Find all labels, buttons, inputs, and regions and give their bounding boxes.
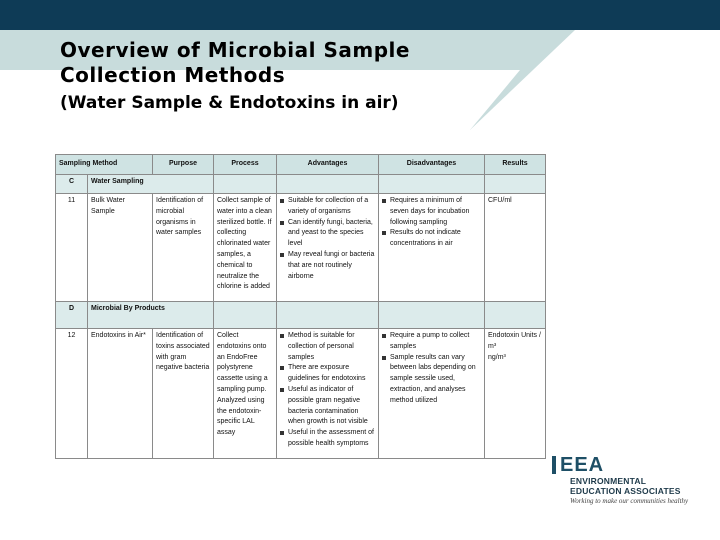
section-label: Microbial By Products xyxy=(88,302,214,329)
table-header-row xyxy=(56,155,546,175)
list-item: Require a pump to collect samples xyxy=(382,331,481,353)
section-row-water-sampling xyxy=(56,175,546,194)
header-advantages: Advantages xyxy=(277,155,379,175)
header-results: Results xyxy=(485,155,546,175)
logo-name-line1: ENVIRONMENTAL xyxy=(570,476,647,486)
row-purpose: Identification of toxins associated with gram negative bacteria xyxy=(153,329,214,459)
row-advantages xyxy=(277,329,379,459)
list-item: Requires a minimum of seven days for incubation following sampling xyxy=(382,196,481,228)
slide-title: Overview of Microbial Sample Collection Methods xyxy=(60,38,410,87)
section-label: Water Sampling xyxy=(88,175,214,194)
logo-name-line2: EDUCATION ASSOCIATES xyxy=(570,486,681,496)
section-row-microbial-by-products xyxy=(56,302,546,329)
logo-mark-text: EEA xyxy=(560,454,605,476)
logo-tagline: Working to make our communities healthy xyxy=(570,497,689,505)
logo-bar xyxy=(552,456,556,474)
table-row xyxy=(56,194,546,302)
eea-logo xyxy=(552,454,702,505)
row-process: Collect sample of water into a clean sterilized bottle. If collecting chlorinated water samples, a chemical to neutralize the chlorine is added xyxy=(214,194,277,302)
header-process: Process xyxy=(214,155,277,175)
results-unit-1: Endotoxin Units / m³ xyxy=(488,332,541,350)
table-row xyxy=(56,329,546,459)
header-disadvantages: Disadvantages xyxy=(379,155,485,175)
row-disadvantages xyxy=(379,194,485,302)
row-id: 12 xyxy=(56,329,88,459)
list-item: Results do not indicate concentrations in air xyxy=(382,228,481,250)
row-advantages xyxy=(277,194,379,302)
header-sampling-method: Sampling Method xyxy=(56,155,153,175)
row-id: 11 xyxy=(56,194,88,302)
row-method: Endotoxins in Air* xyxy=(88,329,153,459)
list-item: Can identify fungi, bacteria, and yeast to the species level xyxy=(280,218,375,250)
results-unit-2: ng/m³ xyxy=(488,353,506,361)
list-item: Useful as indicator of possible gram negative bacteria contamination when growth is not visible xyxy=(280,385,375,428)
sampling-methods-table xyxy=(55,154,546,459)
list-item: May reveal fungi or bacteria that are not routinely airborne xyxy=(280,250,375,282)
row-process: Collect endotoxins onto an EndoFree polystyrene cassette using a sampling pump. Analyzed using the endotoxin-specific LAL assay xyxy=(214,329,277,459)
list-item: Useful in the assessment of possible health symptoms xyxy=(280,428,375,450)
list-item: There are exposure guidelines for endotoxins xyxy=(280,363,375,385)
list-item: Suitable for collection of a variety of organisms xyxy=(280,196,375,218)
section-id: C xyxy=(56,175,88,194)
title-block xyxy=(60,38,410,114)
row-results xyxy=(485,329,546,459)
header-purpose: Purpose xyxy=(153,155,214,175)
row-disadvantages xyxy=(379,329,485,459)
row-results: CFU/ml xyxy=(485,194,546,302)
list-item: Method is suitable for collection of personal samples xyxy=(280,331,375,363)
section-id: D xyxy=(56,302,88,329)
row-purpose: Identification of microbial organisms in water samples xyxy=(153,194,214,302)
slide-subtitle: (Water Sample & Endotoxins in air) xyxy=(60,93,399,113)
list-item: Sample results can vary between labs depending on sample sessile used, extraction, and analyses method utilized xyxy=(382,353,481,407)
row-method: Bulk Water Sample xyxy=(88,194,153,302)
